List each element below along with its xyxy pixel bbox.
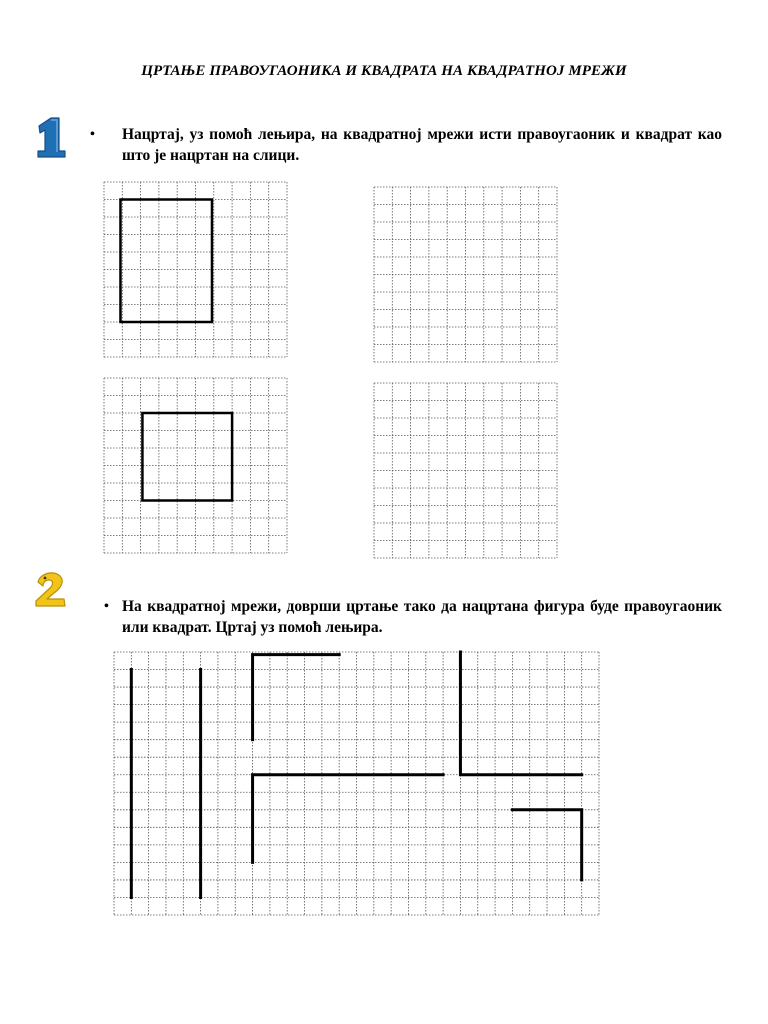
partial-figure-bottom-corner — [253, 775, 444, 863]
number-two-icon — [32, 570, 70, 610]
worksheet-title: ЦРТАЊЕ ПРАВОУГАОНИКА И КВАДРАТА НА КВАДРАТНОЈ МРЕЖИ — [141, 63, 627, 79]
grid-rectangle-blank — [374, 187, 557, 362]
example-square — [142, 413, 232, 501]
grid-completion-exercise — [114, 652, 599, 915]
task-2-text: На квадратној мрежи, доврши цртање тако да нацртана фигура буде правоугаоник или квадрат. Цртај уз помоћ лењира. — [122, 598, 722, 636]
grid-rectangle-example — [104, 182, 287, 357]
bullet: • — [104, 599, 109, 614]
bullet: • — [90, 127, 95, 142]
number-one-icon — [30, 114, 70, 160]
example-rectangle — [120, 200, 212, 323]
task-2-instruction — [104, 596, 722, 638]
grid-square-example — [104, 378, 287, 553]
task-1-text: Нацртај, уз помоћ лењира, на квадратној мрежи исти правоугаоник и квадрат као што је нацртан на слици. — [122, 126, 722, 164]
task-1-instruction — [90, 124, 722, 166]
partial-figure-top-corner — [253, 655, 340, 740]
grid-square-blank — [374, 383, 557, 558]
partial-figure-right-corner — [460, 652, 581, 775]
